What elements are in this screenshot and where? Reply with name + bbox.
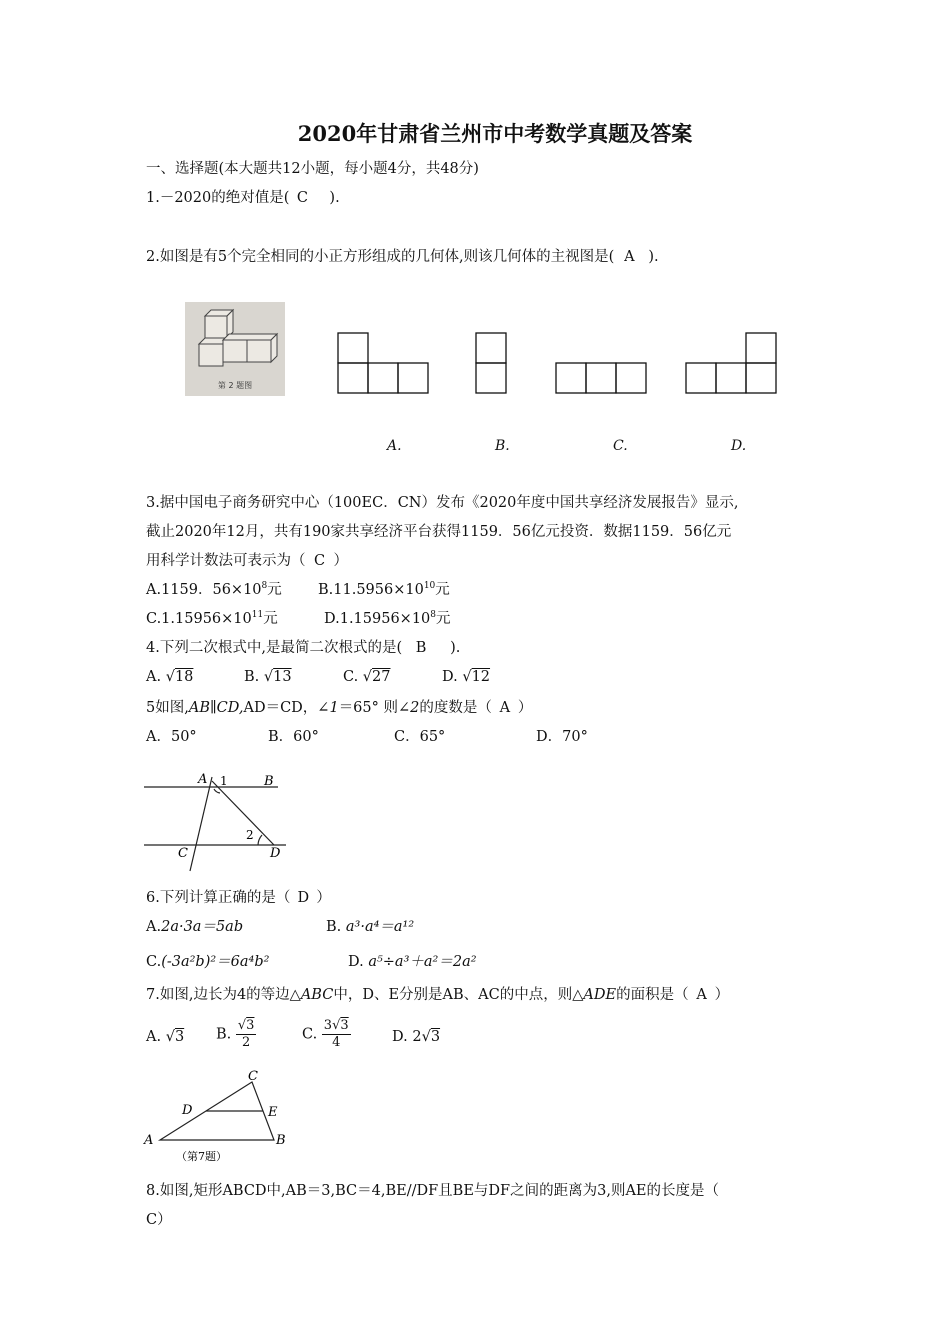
q5-angle-2: 2 xyxy=(410,700,420,716)
q7-label-d: D xyxy=(182,1103,193,1118)
q3-line2: 截止2020年12月，共有190家共享经济平台获得1159．56亿元投资．数据1159．56亿元 xyxy=(146,524,732,540)
question-7 xyxy=(146,986,729,1004)
q6-opt-d-label: D. xyxy=(348,954,364,970)
q4-option-b: B. √13 xyxy=(244,669,292,685)
q7-opt-d-label: D. xyxy=(392,1029,408,1045)
q5-text-post: 的度数是（ xyxy=(419,700,492,716)
q2-view-c xyxy=(556,363,646,393)
q7-opt-b-numerator: √3 xyxy=(237,1018,255,1033)
q7-triangle-figure xyxy=(140,1068,300,1168)
q1-tail: ). xyxy=(329,190,340,206)
q7-opt-b-fraction xyxy=(236,1018,257,1051)
q5-label-a: A xyxy=(198,772,208,787)
q7-label-a: A xyxy=(144,1133,154,1148)
q3-opt-d-base: D.1.15956×10 xyxy=(324,611,431,627)
q7-triangle-abc: ABC xyxy=(300,987,334,1003)
q7-opt-b-denominator: 2 xyxy=(242,1035,251,1050)
q4-opt-c-label: C. xyxy=(343,669,359,685)
q7-opt-a-radicand: 3 xyxy=(174,1029,185,1045)
q3-opt-a-unit: 元 xyxy=(267,582,282,598)
q7-option-c xyxy=(302,1018,351,1051)
q7-tail: ） xyxy=(714,987,730,1003)
q8-line1: 8.如图,矩形ABCD中,AB＝3,BC＝4,BE//DF且BE与DF之间的距离为3,则AE的长度是（ xyxy=(146,1183,719,1199)
q6-opt-c-expr: (-3a²b)²＝6a⁴b² xyxy=(161,954,270,970)
q7-opt-c-numerator: 3√3 xyxy=(323,1018,349,1033)
q3-opt-b-unit: 元 xyxy=(435,582,450,598)
q4-opt-a-radicand: 18 xyxy=(174,669,194,685)
q5-option-a: A．50° xyxy=(146,729,197,745)
q3-opt-b-base: B.11.5956×10 xyxy=(318,582,424,598)
q7-opt-c-num-radicand: 3 xyxy=(340,1018,349,1033)
q6-text: 6.下列计算正确的是（ xyxy=(146,890,291,906)
q1-text: 1.－2020的绝对值是( xyxy=(146,190,290,206)
q2-option-d-label: D. xyxy=(731,438,747,454)
q5-text-mid2: ＝65° 则∠ xyxy=(338,700,411,716)
q6-option-c xyxy=(146,953,269,971)
q7-option-a: A. √3 xyxy=(146,1029,185,1045)
q7-opt-d-radicand: 3 xyxy=(430,1029,441,1045)
q7-triangle-ade: ADE xyxy=(583,987,617,1003)
q6-option-b xyxy=(326,918,414,936)
q5-text-mid: AD＝CD，∠ xyxy=(243,700,330,716)
q7-opt-a-label: A. xyxy=(146,1029,162,1045)
q4-tail: ). xyxy=(450,640,461,656)
q6-answer: D xyxy=(297,890,310,906)
q7-opt-c-denominator: 4 xyxy=(332,1035,341,1050)
q3-opt-c-unit: 元 xyxy=(263,611,278,627)
q7-opt-b-num-radicand: 3 xyxy=(246,1018,255,1033)
q5-angle-1: 1 xyxy=(329,700,339,716)
q4-opt-c-radicand: 27 xyxy=(372,669,391,685)
q6-opt-a-expr: 2a·3a＝5ab xyxy=(161,919,244,935)
q2-tail: ). xyxy=(648,249,659,265)
q2-text: 2.如图是有5个完全相同的小正方形组成的几何体,则该几何体的主视图是( xyxy=(146,249,615,265)
q6-opt-c-label: C. xyxy=(146,954,162,970)
q7-opt-c-label: C. xyxy=(302,1026,318,1043)
q7-text-pre: 7.如图,边长为4的等边△ xyxy=(146,987,301,1003)
q3-opt-c-base: C.1.15956×10 xyxy=(146,611,252,627)
q5-option-c: C．65° xyxy=(394,729,446,745)
q7-opt-c-coef: 3 xyxy=(323,1018,333,1033)
question-2 xyxy=(146,248,659,266)
q3-opt-c-exp: 11 xyxy=(251,610,264,620)
q6-opt-d-expr: a⁵÷a³＋a²＝2a² xyxy=(368,954,477,970)
q4-opt-a-label: A. xyxy=(146,669,162,685)
q7-answer: A xyxy=(696,987,707,1003)
page-title: 2020年甘肃省兰州市中考数学真题及答案 xyxy=(297,121,693,146)
q7-figure-caption: （第7题） xyxy=(176,1150,227,1163)
q2-solid-photo xyxy=(185,302,285,396)
q4-opt-b-radicand: 13 xyxy=(273,669,292,685)
q5-parallel-lines-figure xyxy=(140,765,300,875)
q3-opt-a-base: A.1159．56×10 xyxy=(146,582,262,598)
q2-answer: A xyxy=(624,249,635,265)
q2-option-a-label: A. xyxy=(387,438,402,454)
q6-opt-a-label: A. xyxy=(146,919,162,935)
q8-line2: C） xyxy=(146,1212,172,1228)
cube-stack-drawing xyxy=(185,302,285,396)
q5-label-b: B xyxy=(264,774,274,789)
q7-text-mid: 中，D、E分别是AB、AC的中点，则△ xyxy=(333,987,584,1003)
q3-line3: 用科学计数法可表示为（ xyxy=(146,553,306,569)
q3-option-a xyxy=(146,581,282,599)
q6-option-d xyxy=(348,953,477,971)
q4-option-c: C. √27 xyxy=(343,669,391,685)
q2-option-b-label: B. xyxy=(495,438,510,454)
q2-view-a xyxy=(338,333,428,393)
q4-option-a: A. √18 xyxy=(146,669,194,685)
q4-opt-b-label: B. xyxy=(244,669,260,685)
q3-answer: C xyxy=(313,553,326,569)
q3-option-d xyxy=(324,610,451,628)
q7-option-d: D. 2√3 xyxy=(392,1029,441,1045)
question-3-prompt xyxy=(146,552,348,570)
q4-opt-d-label: D. xyxy=(442,669,458,685)
q7-text-post: 的面积是（ xyxy=(616,987,689,1003)
q2-option-views xyxy=(330,325,790,397)
q4-option-d: D. √12 xyxy=(442,669,491,685)
q5-label-angle-2: 2 xyxy=(246,828,254,842)
q5-text-pre: 5如图, xyxy=(146,700,189,716)
q5-tail: ） xyxy=(517,700,533,716)
q2-view-b xyxy=(476,333,506,393)
q2-photo-caption: 第 2 题图 xyxy=(217,381,253,390)
question-6 xyxy=(146,889,331,907)
q7-option-b xyxy=(216,1018,256,1051)
q4-text: 4.下列二次根式中,是最简二次根式的是( xyxy=(146,640,403,656)
q5-label-d: D xyxy=(270,846,281,861)
q2-option-c-label: C. xyxy=(613,438,628,454)
q7-opt-c-fraction xyxy=(322,1018,351,1051)
q3-option-c xyxy=(146,610,278,628)
q2-view-d xyxy=(686,333,776,393)
q7-opt-b-label: B. xyxy=(216,1026,232,1043)
question-1 xyxy=(146,189,340,207)
q7-label-b: B xyxy=(276,1133,286,1148)
section-heading: 一、选择题(本大题共12小题，每小题4分，共48分) xyxy=(146,161,479,177)
q5-answer: A xyxy=(499,700,511,716)
q3-opt-d-unit: 元 xyxy=(436,611,451,627)
question-4 xyxy=(146,639,460,657)
q3-opt-d-exp: 8 xyxy=(430,610,437,620)
q5-label-angle-1: 1 xyxy=(220,774,228,788)
q3-opt-b-exp: 10 xyxy=(423,581,436,591)
q7-label-c: C xyxy=(248,1069,258,1084)
q3-opt-a-exp: 8 xyxy=(261,581,268,591)
q7-label-e: E xyxy=(268,1105,278,1120)
q7-opt-d-coef: 2 xyxy=(412,1029,422,1045)
q4-answer: B xyxy=(415,640,427,656)
q5-label-c: C xyxy=(178,846,188,861)
q4-opt-d-radicand: 12 xyxy=(471,669,491,685)
q3-tail: ） xyxy=(333,553,348,569)
q6-tail: ） xyxy=(316,890,331,906)
q5-text-parallel: AB∥CD, xyxy=(188,700,244,716)
q3-line1: 3.据中国电子商务研究中心（100EC．CN）发布《2020年度中国共享经济发展报告》显示, xyxy=(146,495,739,511)
q1-answer: C xyxy=(296,190,308,206)
q6-option-a xyxy=(146,918,243,936)
question-5 xyxy=(146,699,532,717)
q6-opt-b-label: B. xyxy=(326,919,342,935)
q6-opt-b-expr: a³·a⁴＝a¹² xyxy=(345,919,415,935)
q5-option-d: D．70° xyxy=(536,729,588,745)
q3-option-b xyxy=(318,581,450,599)
q5-option-b: B．60° xyxy=(268,729,319,745)
